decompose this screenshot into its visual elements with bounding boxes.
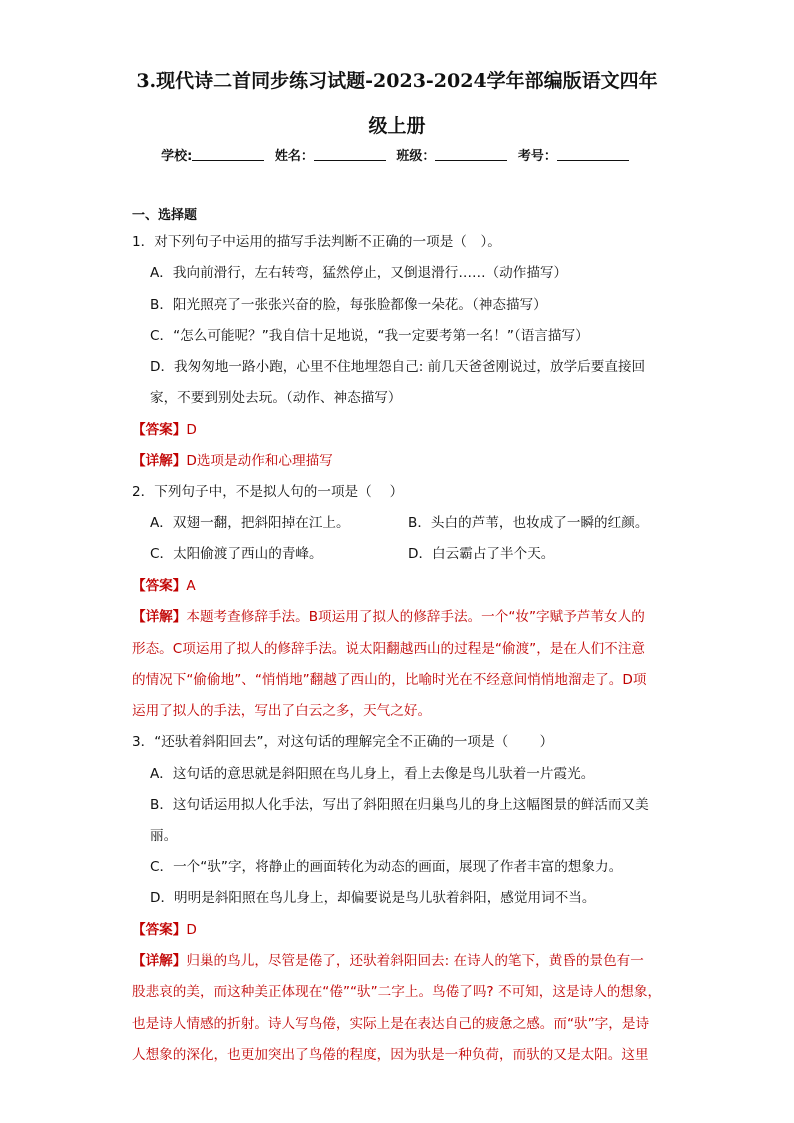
q2-option-c: C．太阳偷渡了西山的青峰。: [150, 546, 323, 562]
q1-stem: 1．对下列句子中运用的描写手法判断不正确的一项是（ ）。: [132, 234, 501, 250]
page-title-line2: 级上册: [368, 115, 426, 137]
answer-tag: 【答案】: [132, 922, 187, 938]
section-heading: 一、选择题: [132, 208, 198, 223]
explain-text: D选项是动作和心理描写: [186, 453, 333, 469]
name-label: 姓名：: [274, 149, 314, 164]
school-blank: [192, 148, 264, 161]
q1-option-d-line1: D．我匆匆地一路小跑，心里不住地埋怨自己: 前几天爸爸刚说过，放学后要直接回: [150, 359, 646, 375]
q2-option-d: D．白云霸占了半个天。: [408, 546, 555, 562]
answer-tag: 【答案】: [132, 422, 187, 438]
q3-option-c: C．一个“驮”字，将静止的画面转化为动态的画面，展现了作者丰富的想象力。: [150, 859, 623, 875]
q2-stem: 2．下列句子中，不是拟人句的一项是（ ）: [132, 484, 404, 500]
answer-value: D: [186, 422, 197, 438]
q1-answer: [132, 421, 197, 439]
q3-explanation-line4: 人想象的深化，也更加突出了鸟倦的程度，因为驮是一种负荷，而驮的又是太阳。这里: [132, 1047, 649, 1063]
exam-no-blank: [557, 148, 629, 161]
q2-explanation-line2: 形态。C项运用了拟人的修辞手法。说太阳翻越西山的过程是“偷渡”，是在人们不注意: [132, 641, 645, 657]
q3-stem: 3．“还驮着斜阳回去”，对这句话的理解完全不正确的一项是（ ）: [132, 734, 554, 750]
name-blank: [314, 148, 386, 161]
q2-option-a: A．双翅一翻，把斜阳掉在江上。: [150, 515, 350, 531]
explain-text: 归巢的鸟儿，尽管是倦了，还驮着斜阳回去: 在诗人的笔下，黄昏的景色有一: [186, 953, 644, 969]
q2-option-b: B．头白的芦苇，也妆成了一瞬的红颜。: [408, 515, 649, 531]
q3-option-b-line2: 丽。: [150, 828, 178, 844]
q3-option-a: A．这句话的意思就是斜阳照在鸟儿身上，看上去像是鸟儿驮着一片霞光。: [150, 766, 595, 782]
q1-option-d-line2: 家，不要到别处去玩。（动作、神态描写）: [150, 390, 402, 406]
q3-explanation-line1: [132, 952, 644, 970]
q2-explanation-line1: [132, 608, 645, 626]
q2-explanation-line4: 运用了拟人的手法，写出了白云之多，天气之好。: [132, 703, 432, 719]
page-title-line1: 3.现代诗二首同步练习试题-2023-2024学年部编版语文四年: [136, 70, 658, 92]
answer-value: A: [186, 578, 196, 594]
q1-option-c: C．“怎么可能呢？”我自信十足地说，“我一定要考第一名！”（语言描写）: [150, 328, 589, 344]
q2-explanation-line3: 的情况下“偷偷地”、“悄悄地”翻越了西山的，比喻时光在不经意间悄悄地溜走了。D项: [132, 672, 647, 688]
q3-answer: [132, 921, 197, 939]
class-blank: [435, 148, 507, 161]
q1-explanation: [132, 452, 333, 470]
explain-text: 本题考查修辞手法。B项运用了拟人的修辞手法。一个“妆”字赋予芦苇女人的: [186, 609, 645, 625]
answer-value: D: [186, 922, 197, 938]
q3-explanation-line2: 股悲哀的美，而这种美正体现在“倦”“驮”二字上。鸟倦了吗? 不可知，这是诗人的想象，: [132, 984, 662, 1000]
q1-option-b: B．阳光照亮了一张张兴奋的脸，每张脸都像一朵花。（神态描写）: [150, 297, 547, 313]
exam-no-label: 考号：: [517, 149, 557, 164]
explain-tag: 【详解】: [132, 609, 187, 625]
explain-tag: 【详解】: [132, 953, 187, 969]
school-label: 学校:: [161, 149, 193, 164]
explain-tag: 【详解】: [132, 453, 187, 469]
q1-option-a: A．我向前滑行，左右转弯，猛然停止，又倒退滑行……（动作描写）: [150, 265, 568, 281]
class-label: 班级：: [396, 149, 436, 164]
q3-option-d: D．明明是斜阳照在鸟儿身上，却偏要说是鸟儿驮着斜阳，感觉用词不当。: [150, 890, 596, 906]
q3-explanation-line3: 也是诗人情感的折射。诗人写鸟倦，实际上是在表达自己的疲惫之感。而“驮”字，是诗: [132, 1016, 650, 1032]
answer-tag: 【答案】: [132, 578, 187, 594]
q2-answer: [132, 577, 196, 595]
q3-option-b-line1: B．这句话运用拟人化手法，写出了斜阳照在归巢鸟儿的身上这幅图景的鲜活而又美: [150, 797, 649, 813]
student-info-row: [0, 145, 794, 164]
